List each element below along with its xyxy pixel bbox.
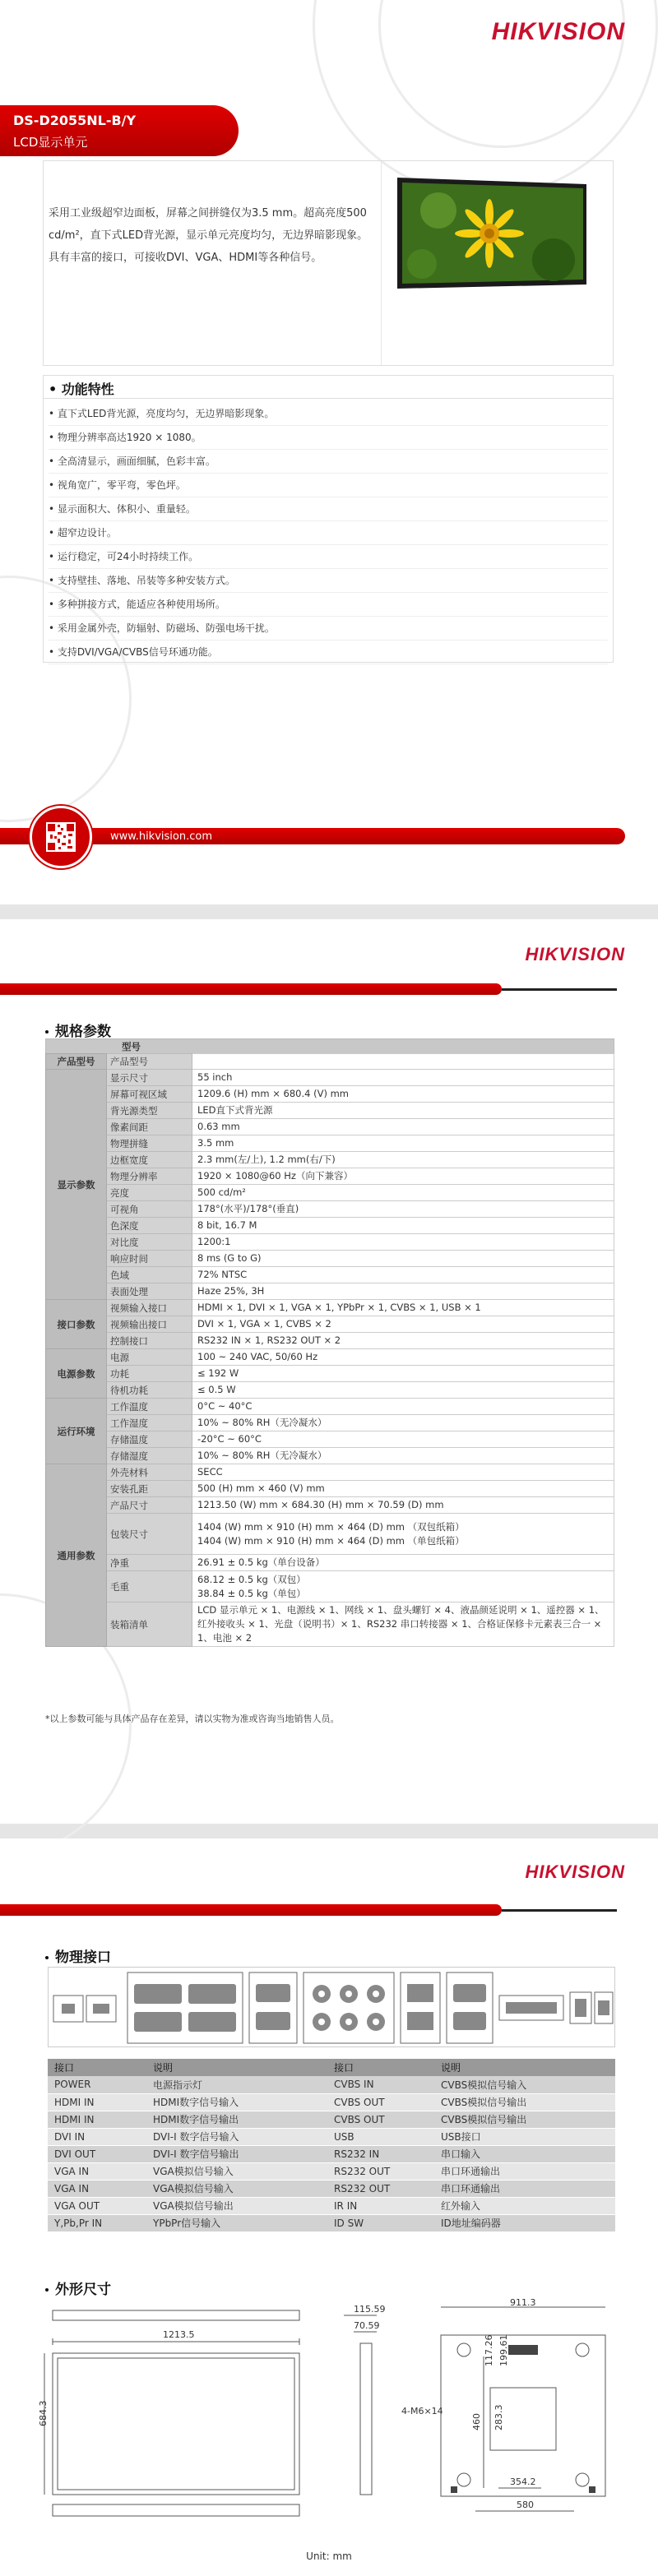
feature-item bbox=[49, 497, 608, 521]
dim-back-f: 580 bbox=[517, 2500, 534, 2510]
port-description: VGA模拟信号输出 bbox=[148, 2197, 327, 2214]
port-description: HDMI数字信号输出 bbox=[148, 2111, 327, 2128]
port-row bbox=[48, 2111, 615, 2128]
port-row bbox=[48, 2214, 615, 2231]
spec-row bbox=[46, 1251, 614, 1267]
spec-value: 3.5 mm bbox=[192, 1135, 614, 1152]
spec-header-row bbox=[46, 1039, 614, 1054]
port-description: DVI-I 数字信号输出 bbox=[148, 2145, 327, 2162]
page-specifications bbox=[0, 919, 658, 1824]
bullet-icon: • bbox=[49, 622, 58, 634]
port-description: 串口环通输出 bbox=[436, 2162, 615, 2180]
port-description: DVI-I 数字信号输入 bbox=[148, 2128, 327, 2145]
port-row bbox=[48, 2093, 615, 2111]
spec-row bbox=[46, 1366, 614, 1382]
spec-key: 色深度 bbox=[107, 1218, 192, 1234]
spec-key: 装箱清单 bbox=[107, 1602, 192, 1647]
spec-row bbox=[46, 1602, 614, 1647]
spec-value: 68.12 ± 0.5 kg（双包） 38.84 ± 0.5 kg（单包） bbox=[192, 1571, 614, 1602]
spec-key: 净重 bbox=[107, 1555, 192, 1571]
col-desc: 说明 bbox=[153, 2062, 174, 2074]
port-row bbox=[48, 2076, 615, 2093]
spec-key: 工作湿度 bbox=[107, 1415, 192, 1431]
port-name: IR IN bbox=[327, 2197, 436, 2214]
spec-row bbox=[46, 1086, 614, 1103]
feature-text: 支持DVI/VGA/CVBS信号环通功能。 bbox=[57, 646, 218, 658]
port-name: HDMI IN bbox=[48, 2093, 148, 2111]
spec-key: 控制接口 bbox=[107, 1333, 192, 1349]
feature-item bbox=[49, 545, 608, 569]
divider bbox=[381, 161, 382, 365]
spec-value: 2.3 mm(左/上), 1.2 mm(右/下) bbox=[192, 1152, 614, 1168]
dim-back-a: 117.26 bbox=[484, 2334, 494, 2366]
spec-value: 1920 × 1080@60 Hz（向下兼容） bbox=[192, 1168, 614, 1185]
dark-stripe bbox=[502, 1909, 617, 1912]
spec-group-label: 通用参数 bbox=[46, 1464, 107, 1647]
port-description: USB接口 bbox=[436, 2128, 615, 2145]
spec-value: LED直下式背光源 bbox=[192, 1103, 614, 1119]
features-header bbox=[44, 376, 613, 399]
bullet-icon: • bbox=[49, 408, 58, 419]
spec-group-label: 显示参数 bbox=[46, 1070, 107, 1300]
feature-text: 物理分辨率高达1920 × 1080。 bbox=[57, 432, 202, 443]
dark-stripe bbox=[502, 988, 617, 991]
feature-item bbox=[49, 569, 608, 593]
port-name: CVBS IN bbox=[327, 2076, 436, 2093]
port-name: RS232 OUT bbox=[327, 2162, 436, 2180]
port-row bbox=[48, 2128, 615, 2145]
feature-text: 采用金属外壳，防辐射、防磁场、防强电场干扰。 bbox=[57, 622, 275, 634]
dim-back-hole: 4-M6×14 bbox=[401, 2406, 443, 2416]
features-list bbox=[49, 402, 608, 664]
website-bar bbox=[0, 828, 625, 844]
spec-value: 10% ~ 80% RH（无冷凝水） bbox=[192, 1415, 614, 1431]
spec-header-label: 型号 bbox=[122, 1040, 141, 1052]
model-banner bbox=[0, 105, 239, 156]
port-name: HDMI IN bbox=[48, 2111, 148, 2128]
spec-row bbox=[46, 1168, 614, 1185]
spec-table bbox=[45, 1038, 614, 1647]
feature-text: 支持壁挂、落地、吊装等多种安装方式。 bbox=[57, 575, 235, 586]
feature-item bbox=[49, 402, 608, 426]
spec-row bbox=[46, 1267, 614, 1283]
spec-value: ≤ 0.5 W bbox=[192, 1382, 614, 1399]
bullet-icon: • bbox=[49, 432, 58, 443]
feature-text: 直下式LED背光源，亮度均匀，无边界暗影现象。 bbox=[57, 408, 275, 419]
spec-key: 响应时间 bbox=[107, 1251, 192, 1267]
spec-row bbox=[46, 1316, 614, 1333]
spec-value: 1209.6 (H) mm × 680.4 (V) mm bbox=[192, 1086, 614, 1103]
col-port: 接口 bbox=[54, 2062, 75, 2074]
bullet-icon: • bbox=[49, 575, 58, 586]
spec-value: 72% NTSC bbox=[192, 1267, 614, 1283]
port-description: CVBS模拟信号输出 bbox=[436, 2111, 615, 2128]
spec-key: 产品尺寸 bbox=[107, 1497, 192, 1514]
dim-back-e: 354.2 bbox=[510, 2477, 536, 2487]
port-name: VGA IN bbox=[48, 2180, 148, 2197]
port-row bbox=[48, 2180, 615, 2197]
spec-value: LCD 显示单元 × 1、电源线 × 1、网线 × 1、盘头螺钉 × 4、液晶颜延说明 × 1、遥控器 × 1、红外接收头 × 1、光盘（说明书）× 1、RS232 串口转接器 × 1、合格证保修卡元素表三合一 × 1、电池 × 2 bbox=[192, 1602, 614, 1647]
spec-key: 物理拼缝 bbox=[107, 1135, 192, 1152]
port-description: 串口输入 bbox=[436, 2145, 615, 2162]
feature-text: 超窄边设计。 bbox=[57, 527, 117, 539]
spec-table-wrap bbox=[45, 1038, 614, 1647]
spec-value: 100 ~ 240 VAC, 50/60 Hz bbox=[192, 1349, 614, 1366]
spec-key: 表面处理 bbox=[107, 1283, 192, 1300]
spec-key: 外壳材料 bbox=[107, 1464, 192, 1481]
bullet-icon: • bbox=[49, 503, 58, 515]
dim-back-b: 199.61 bbox=[498, 2334, 509, 2366]
spec-key: 显示尺寸 bbox=[107, 1070, 192, 1086]
spec-key: 视频输出接口 bbox=[107, 1316, 192, 1333]
port-description: 电源指示灯 bbox=[148, 2076, 327, 2093]
port-name: CVBS OUT bbox=[327, 2111, 436, 2128]
port-row bbox=[48, 2162, 615, 2180]
spec-key: 安装孔距 bbox=[107, 1481, 192, 1497]
spec-value bbox=[192, 1054, 614, 1070]
spec-title: 规格参数 bbox=[45, 1020, 111, 1040]
spec-row bbox=[46, 1448, 614, 1464]
unit-label: Unit: mm bbox=[306, 2551, 352, 2562]
dimension-title: 外形尺寸 bbox=[45, 2278, 111, 2298]
features-box bbox=[43, 375, 614, 663]
port-name: RS232 IN bbox=[327, 2145, 436, 2162]
spec-row bbox=[46, 1070, 614, 1086]
spec-key: 屏幕可视区域 bbox=[107, 1086, 192, 1103]
dim-back-total: 911.3 bbox=[510, 2297, 536, 2308]
port-name: VGA IN bbox=[48, 2162, 148, 2180]
feature-item bbox=[49, 450, 608, 474]
spec-row bbox=[46, 1333, 614, 1349]
bullet-icon: • bbox=[49, 646, 58, 658]
port-name: Y,Pb,Pr IN bbox=[48, 2214, 148, 2231]
spec-row bbox=[46, 1571, 614, 1602]
product-image bbox=[389, 178, 595, 289]
feature-item bbox=[49, 617, 608, 641]
spec-value: 1213.50 (W) mm × 684.30 (H) mm × 70.59 (D) mm bbox=[192, 1497, 614, 1514]
spec-value: 0.63 mm bbox=[192, 1119, 614, 1135]
dim-back-d: 283.3 bbox=[494, 2404, 504, 2430]
model-number: DS-D2055NL-B/Y bbox=[13, 113, 137, 128]
spec-value: 10% ~ 80% RH（无冷凝水） bbox=[192, 1448, 614, 1464]
spec-row bbox=[46, 1415, 614, 1431]
spec-key: 待机功耗 bbox=[107, 1382, 192, 1399]
spec-value: Haze 25%, 3H bbox=[192, 1283, 614, 1300]
feature-item bbox=[49, 426, 608, 450]
port-description: CVBS模拟信号输入 bbox=[436, 2076, 615, 2093]
spec-row bbox=[46, 1514, 614, 1555]
spec-key: 可视角 bbox=[107, 1201, 192, 1218]
feature-text: 视角宽广，零平弯，零色坪。 bbox=[57, 479, 186, 491]
port-description: HDMI数字信号输入 bbox=[148, 2093, 327, 2111]
col-port: 接口 bbox=[334, 2062, 354, 2074]
spec-group-label: 接口参数 bbox=[46, 1300, 107, 1349]
port-description: CVBS模拟信号输出 bbox=[436, 2093, 615, 2111]
spec-row bbox=[46, 1218, 614, 1234]
spec-value: 55 inch bbox=[192, 1070, 614, 1086]
spec-key: 存储湿度 bbox=[107, 1448, 192, 1464]
spec-key: 功耗 bbox=[107, 1366, 192, 1382]
spec-value: 500 cd/m² bbox=[192, 1185, 614, 1201]
spec-key: 像素间距 bbox=[107, 1119, 192, 1135]
bullet-icon: • bbox=[49, 527, 58, 539]
spec-value: SECC bbox=[192, 1464, 614, 1481]
spec-value: DVI × 1, VGA × 1, CVBS × 2 bbox=[192, 1316, 614, 1333]
spec-value: 1404 (W) mm × 910 (H) mm × 464 (D) mm （双包纸箱） 1404 (W) mm × 910 (H) mm × 464 (D) mm （单包纸箱） bbox=[192, 1514, 614, 1555]
spec-row bbox=[46, 1103, 614, 1119]
rear-panel-diagram bbox=[48, 1967, 615, 2047]
spec-row bbox=[46, 1497, 614, 1514]
spec-key: 对比度 bbox=[107, 1234, 192, 1251]
dim-front-width: 1213.5 bbox=[163, 2329, 195, 2340]
port-name: USB bbox=[327, 2128, 436, 2145]
port-description: ID地址编码器 bbox=[436, 2214, 615, 2231]
port-name: POWER bbox=[48, 2076, 148, 2093]
spec-value: 26.91 ± 0.5 kg（单台设备） bbox=[192, 1555, 614, 1571]
spec-row bbox=[46, 1283, 614, 1300]
dim-side-top: 115.59 bbox=[354, 2304, 386, 2315]
spec-row bbox=[46, 1431, 614, 1448]
port-table bbox=[48, 2059, 615, 2232]
spec-key: 存储温度 bbox=[107, 1431, 192, 1448]
port-description: YPbPr信号输入 bbox=[148, 2214, 327, 2231]
interface-title: 物理接口 bbox=[45, 1945, 111, 1966]
port-row bbox=[48, 2145, 615, 2162]
port-name: ID SW bbox=[327, 2214, 436, 2231]
spec-row bbox=[46, 1300, 614, 1316]
spec-value: -20°C ~ 60°C bbox=[192, 1431, 614, 1448]
spec-value: ≤ 192 W bbox=[192, 1366, 614, 1382]
port-name: RS232 OUT bbox=[327, 2180, 436, 2197]
bullet-icon: • bbox=[49, 456, 58, 467]
spec-row bbox=[46, 1185, 614, 1201]
spec-key: 物理分辨率 bbox=[107, 1168, 192, 1185]
spec-key: 背光源类型 bbox=[107, 1103, 192, 1119]
spec-key: 产品型号 bbox=[107, 1054, 192, 1070]
port-description: 红外输入 bbox=[436, 2197, 615, 2214]
port-name: CVBS OUT bbox=[327, 2093, 436, 2111]
col-desc: 说明 bbox=[441, 2062, 461, 2074]
page-interfaces bbox=[0, 1838, 658, 2576]
spec-key: 边框宽度 bbox=[107, 1152, 192, 1168]
bullet-icon: • bbox=[49, 599, 58, 610]
port-name: DVI OUT bbox=[48, 2145, 148, 2162]
spec-key: 色域 bbox=[107, 1267, 192, 1283]
spec-footnote: *以上参数可能与具体产品存在差异，请以实物为准或咨询当地销售人员。 bbox=[45, 1713, 340, 1724]
spec-row bbox=[46, 1152, 614, 1168]
port-description: 串口环通输出 bbox=[436, 2180, 615, 2197]
page-overview bbox=[0, 0, 658, 904]
hikvision-logo: HIKVISION bbox=[491, 18, 625, 45]
dim-front-height: 684.3 bbox=[38, 2400, 49, 2426]
spec-group-label: 运行环境 bbox=[46, 1399, 107, 1464]
port-row bbox=[48, 2197, 615, 2214]
spec-value: 178°(水平)/178°(垂直) bbox=[192, 1201, 614, 1218]
qr-badge bbox=[30, 806, 92, 868]
spec-row bbox=[46, 1135, 614, 1152]
spec-row bbox=[46, 1349, 614, 1366]
red-stripe bbox=[0, 983, 502, 995]
port-name: VGA OUT bbox=[48, 2197, 148, 2214]
feature-item bbox=[49, 521, 608, 545]
feature-text: 运行稳定，可24小时持续工作。 bbox=[57, 551, 199, 562]
spec-row bbox=[46, 1119, 614, 1135]
feature-item bbox=[49, 641, 608, 664]
website-link[interactable]: www.hikvision.com bbox=[110, 830, 212, 843]
spec-row bbox=[46, 1234, 614, 1251]
spec-key: 毛重 bbox=[107, 1571, 192, 1602]
spec-key: 视频输入接口 bbox=[107, 1300, 192, 1316]
spec-key: 工作温度 bbox=[107, 1399, 192, 1415]
spec-group-label: 产品型号 bbox=[46, 1054, 107, 1070]
spec-value: 500 (H) mm × 460 (V) mm bbox=[192, 1481, 614, 1497]
hikvision-logo: HIKVISION bbox=[525, 944, 625, 964]
spec-row bbox=[46, 1481, 614, 1497]
dimension-drawing bbox=[38, 2297, 615, 2546]
dim-side-depth: 70.59 bbox=[354, 2320, 380, 2331]
spec-row bbox=[46, 1054, 614, 1070]
spec-row bbox=[46, 1382, 614, 1399]
spec-row bbox=[46, 1399, 614, 1415]
spec-key: 亮度 bbox=[107, 1185, 192, 1201]
port-description: VGA模拟信号输入 bbox=[148, 2162, 327, 2180]
hikvision-logo: HIKVISION bbox=[525, 1861, 625, 1882]
features-title: • 功能特性 bbox=[49, 382, 114, 397]
dim-back-c: 460 bbox=[471, 2413, 482, 2430]
spec-key: 包装尺寸 bbox=[107, 1514, 192, 1555]
spec-row bbox=[46, 1555, 614, 1571]
spec-value: 8 ms (G to G) bbox=[192, 1251, 614, 1267]
intro-text: 采用工业级超窄边面板，屏幕之间拼缝仅为3.5 mm。超高亮度500 cd/m²，直下式LED背光源，显示单元亮度均匀，无边界暗影现象。具有丰富的接口，可接收DVI、VGA、HDMI等各种信号。 bbox=[49, 207, 368, 264]
port-name: DVI IN bbox=[48, 2128, 148, 2145]
spec-value: 0°C ~ 40°C bbox=[192, 1399, 614, 1415]
spec-key: 电源 bbox=[107, 1349, 192, 1366]
feature-text: 多种拼接方式，能适应各种使用场所。 bbox=[57, 599, 225, 610]
spec-group-label: 电源参数 bbox=[46, 1349, 107, 1399]
product-name: LCD显示单元 bbox=[13, 135, 88, 150]
port-table-header bbox=[48, 2059, 615, 2076]
bullet-icon: • bbox=[49, 479, 58, 491]
feature-item bbox=[49, 474, 608, 497]
spec-value: RS232 IN × 1, RS232 OUT × 2 bbox=[192, 1333, 614, 1349]
port-description: VGA模拟信号输入 bbox=[148, 2180, 327, 2197]
spec-value: 8 bit, 16.7 M bbox=[192, 1218, 614, 1234]
spec-value: HDMI × 1, DVI × 1, VGA × 1, YPbPr × 1, CVBS × 1, USB × 1 bbox=[192, 1300, 614, 1316]
intro-box bbox=[43, 160, 614, 366]
feature-item bbox=[49, 593, 608, 617]
bullet-icon: • bbox=[49, 551, 58, 562]
spec-value: 1200:1 bbox=[192, 1234, 614, 1251]
spec-row bbox=[46, 1464, 614, 1481]
feature-text: 显示面积大、体积小、重量轻。 bbox=[57, 503, 196, 515]
feature-text: 全高清显示，画面细腻，色彩丰富。 bbox=[57, 456, 215, 467]
red-stripe bbox=[0, 1904, 502, 1916]
spec-row bbox=[46, 1201, 614, 1218]
